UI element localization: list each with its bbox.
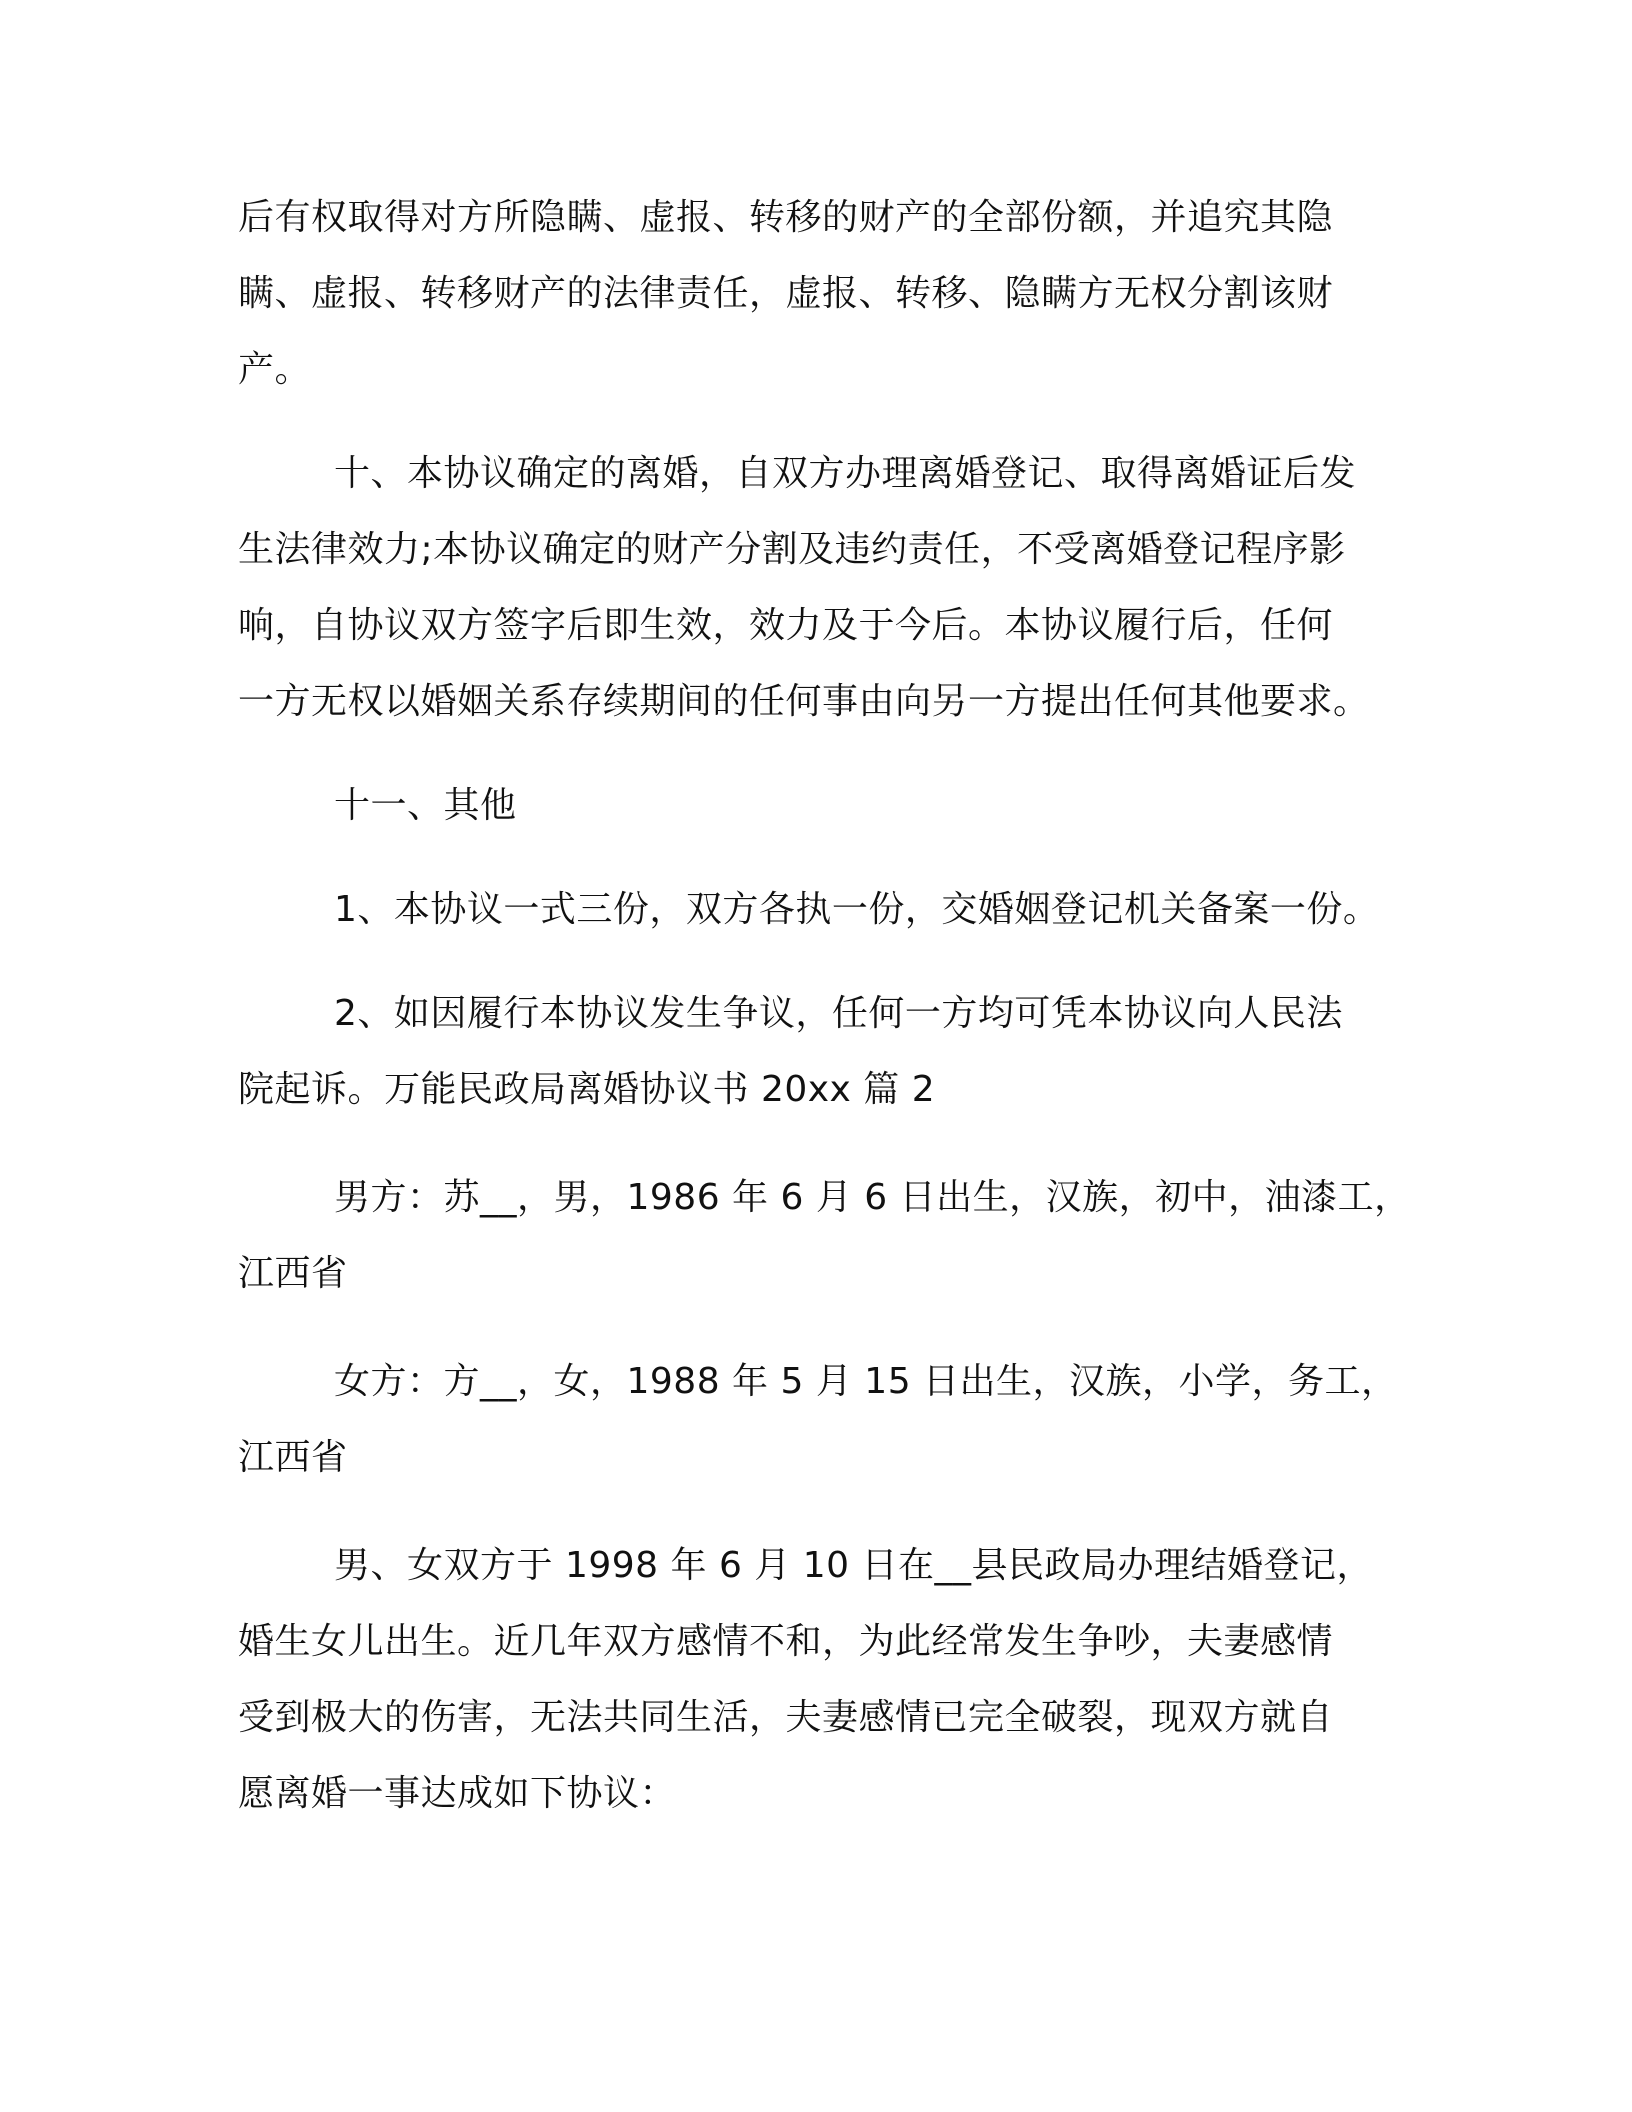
- text-line: 1、本协议一式三份，双方各执一份，交婚姻登记机关备案一份。: [334, 889, 1380, 930]
- document-body: [238, 180, 1411, 1832]
- text-line: 瞒、虚报、转移财产的法律责任，虚报、转移、隐瞒方无权分割该财: [238, 273, 1334, 314]
- paragraph-property-concealment: [238, 180, 1408, 408]
- paragraph-clause-eleven-heading: [238, 768, 1408, 844]
- paragraph-spacer: [238, 948, 1408, 976]
- paragraph-male-party: [238, 1160, 1411, 1312]
- paragraph-spacer: [238, 844, 1408, 872]
- text-line: 2、如因履行本协议发生争议，任何一方均可凭本协议向人民法: [334, 993, 1343, 1034]
- text-line: 一方无权以婚姻关系存续期间的任何事由向另一方提出任何其他要求。: [238, 681, 1370, 722]
- paragraph-item-one: [238, 872, 1408, 948]
- paragraph-spacer: [238, 1496, 1408, 1528]
- text-line: 江西省: [238, 1437, 348, 1478]
- text-line: 响，自协议双方签字后即生效，效力及于今后。本协议履行后，任何: [238, 605, 1334, 646]
- text-line: 婚生女儿出生。近几年双方感情不和，为此经常发生争吵，夫妻感情: [238, 1621, 1334, 1662]
- paragraph-clause-ten: [238, 436, 1408, 740]
- text-line: 院起诉。万能民政局离婚协议书 20xx 篇 2: [238, 1069, 936, 1110]
- text-line: 受到极大的伤害，无法共同生活，夫妻感情已完全破裂，现双方就自: [238, 1697, 1334, 1738]
- text-line: 男方：苏__，男，1986 年 6 月 6 日出生，汉族，初中，油漆工，: [334, 1177, 1411, 1218]
- text-line: 十一、其他: [334, 785, 517, 826]
- text-line: 后有权取得对方所隐瞒、虚报、转移的财产的全部份额，并追究其隐: [238, 197, 1334, 238]
- text-line: 江西省: [238, 1253, 348, 1294]
- paragraph-item-two: [238, 976, 1408, 1128]
- text-line: 产。: [238, 349, 312, 390]
- paragraph-spacer: [238, 408, 1408, 436]
- text-line: 男、女双方于 1998 年 6 月 10 日在__县民政局办理结婚登记，: [334, 1545, 1373, 1586]
- paragraph-spacer: [238, 1128, 1408, 1160]
- paragraph-marriage-background: [238, 1528, 1408, 1832]
- text-line: 生法律效力;本协议确定的财产分割及违约责任，不受离婚登记程序影: [238, 529, 1346, 570]
- text-line: 女方：方__，女，1988 年 5 月 15 日出生，汉族，小学，务工，: [334, 1361, 1398, 1402]
- paragraph-female-party: [238, 1344, 1408, 1496]
- paragraph-spacer: [238, 740, 1408, 768]
- text-line: 十、本协议确定的离婚，自双方办理离婚登记、取得离婚证后发: [334, 453, 1357, 494]
- text-line: 愿离婚一事达成如下协议：: [238, 1773, 677, 1814]
- paragraph-spacer: [238, 1312, 1408, 1344]
